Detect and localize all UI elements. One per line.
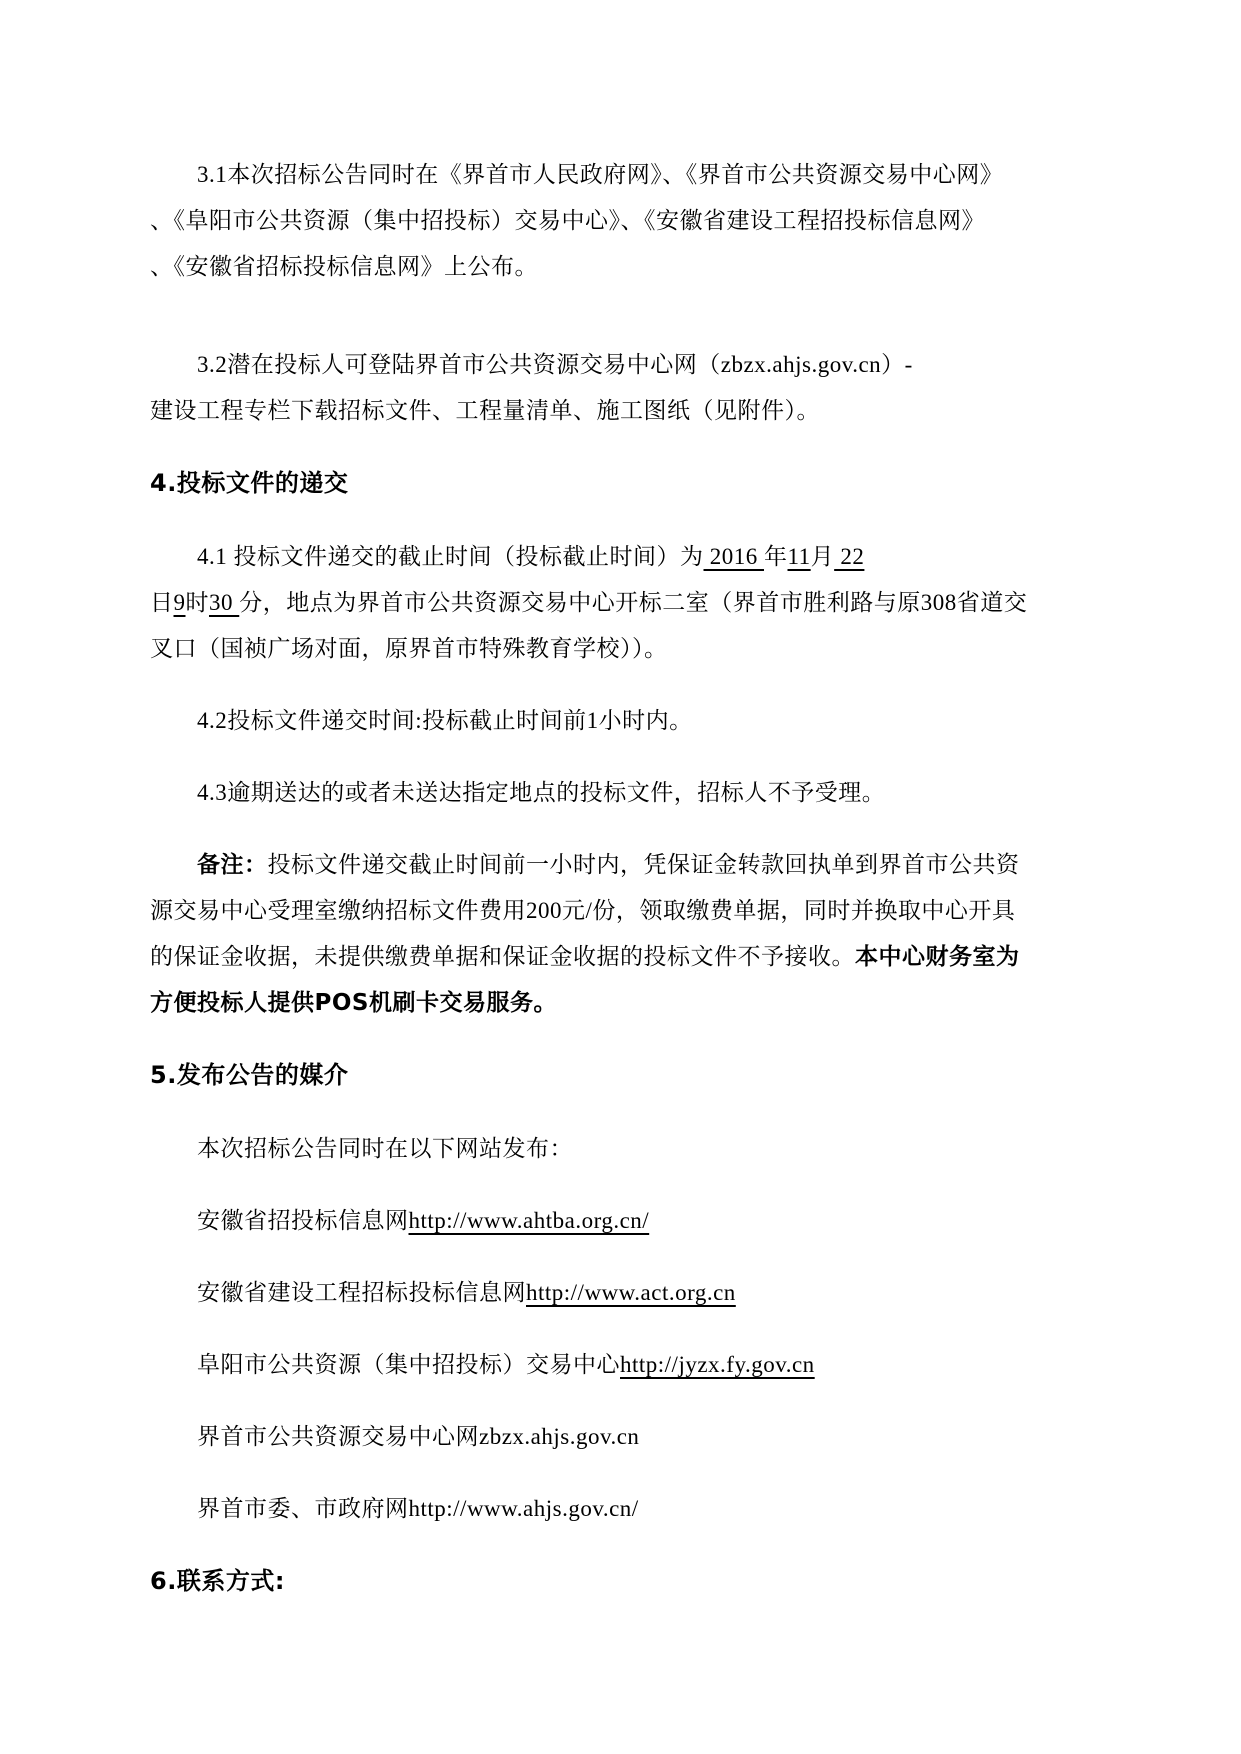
url-link[interactable]: http://www.act.org.cn — [526, 1280, 736, 1305]
doc-line — [150, 842, 1093, 888]
text-run: 6.联系方式: — [150, 1567, 285, 1595]
text-run: 4.2投标文件递交时间:投标截止时间前1小时内。 — [197, 708, 693, 733]
para-site-fuyang — [150, 1342, 1093, 1388]
text-run: 4.1 投标文件递交的截止时间（投标截止时间）为 — [197, 544, 704, 569]
text-run: 阜阳市公共资源（集中招投标）交易中心 — [197, 1352, 620, 1377]
text-run: 建设工程专栏下载招标文件、工程量清单、施工图纸（见附件）。 — [150, 398, 820, 423]
text-run: 本中心财务室为 — [855, 944, 1020, 970]
para-site-jieshou-trade-center — [150, 1414, 1093, 1460]
para-3-1-publish-sites — [150, 152, 1093, 290]
doc-line — [150, 534, 1093, 580]
text-run: 源交易中心受理室缴纳招标文件费用200元/份，领取缴费单据，同时并换取中心开具 — [150, 898, 1016, 923]
text-run: 界首市公共资源交易中心网zbzx.ahjs.gov.cn — [197, 1424, 640, 1449]
doc-line — [150, 580, 1093, 626]
doc-line — [150, 1486, 1093, 1532]
doc-line — [150, 698, 1093, 744]
text-run: 22 — [834, 544, 865, 569]
text-run: 分，地点为界首市公共资源交易中心开标二室（界首市胜利路与原308省道交 — [239, 590, 1028, 615]
text-run: 年 — [764, 544, 788, 569]
text-run: 安徽省招投标信息网 — [197, 1208, 409, 1233]
text-run: 月 — [810, 544, 835, 569]
para-3-2-download-info — [150, 342, 1093, 434]
doc-line — [150, 1126, 1093, 1172]
heading-5-announcement-media — [150, 1052, 1093, 1098]
heading-4-bid-submission — [150, 460, 1093, 506]
text-run: 界首市委、市政府网http://www.ahjs.gov.cn/ — [197, 1496, 639, 1521]
para-4-2-submission-time — [150, 698, 1093, 744]
text-run: 5.发布公告的媒介 — [150, 1061, 349, 1089]
doc-line — [150, 770, 1093, 816]
text-run: 4.投标文件的递交 — [150, 469, 349, 497]
text-run: 、《安徽省招标投标信息网》上公布。 — [150, 254, 538, 279]
para-site-jieshou-gov — [150, 1486, 1093, 1532]
text-run: 3.2潜在投标人可登陆界首市公共资源交易中心网（zbzx.ahjs.gov.cn）- — [197, 352, 913, 377]
doc-line — [150, 198, 1093, 244]
text-run: 4.3逾期送达的或者未送达指定地点的投标文件，招标人不予受理。 — [197, 780, 886, 805]
text-run: 投标文件递交截止时间前一小时内，凭保证金转款回执单到界首市公共资 — [267, 852, 1020, 877]
url-link[interactable]: http://jyzx.fy.gov.cn — [620, 1352, 815, 1377]
heading-6-contact — [150, 1558, 1093, 1604]
doc-line — [150, 1342, 1093, 1388]
para-site-ahtba — [150, 1198, 1093, 1244]
doc-line — [150, 152, 1093, 198]
para-4-3-late-delivery — [150, 770, 1093, 816]
text-run: 11 — [787, 544, 811, 569]
text-run: 备注： — [197, 852, 268, 878]
doc-line — [150, 626, 1093, 672]
doc-line — [150, 1052, 1093, 1098]
url-link[interactable]: http://www.ahtba.org.cn/ — [408, 1208, 650, 1233]
doc-line — [150, 460, 1093, 506]
doc-line — [150, 244, 1093, 290]
para-site-act — [150, 1270, 1093, 1316]
para-4-1-deadline — [150, 534, 1093, 672]
text-run: 9 — [173, 590, 186, 615]
text-run: 日 — [150, 590, 174, 615]
doc-line — [150, 388, 1093, 434]
doc-line — [150, 1414, 1093, 1460]
doc-line — [150, 1558, 1093, 1604]
para-note — [150, 842, 1093, 1026]
text-run: 3.1本次招标公告同时在《界首市人民政府网》、《界首市公共资源交易中心网》 — [197, 162, 1004, 187]
text-run: 安徽省建设工程招标投标信息网 — [197, 1280, 526, 1305]
text-run: 、《阜阳市公共资源（集中招投标）交易中心》、《安徽省建设工程招投标信息网》 — [150, 208, 985, 233]
text-run: 本次招标公告同时在以下网站发布： — [197, 1136, 573, 1161]
doc-line — [150, 1270, 1093, 1316]
text-run: 叉口（国祯广场对面，原界首市特殊教育学校））。 — [150, 636, 668, 661]
text-run: 方便投标人提供POS机刷卡交易服务。 — [150, 990, 557, 1016]
text-run: 30 — [209, 590, 240, 615]
para-media-intro — [150, 1126, 1093, 1172]
doc-line — [150, 888, 1093, 934]
text-run: 2016 — [703, 544, 764, 569]
text-run: 的保证金收据，未提供缴费单据和保证金收据的投标文件不予接收。 — [150, 944, 855, 969]
doc-line — [150, 980, 1093, 1026]
doc-line — [150, 1198, 1093, 1244]
text-run: 时 — [185, 590, 209, 615]
doc-line — [150, 934, 1093, 980]
doc-line — [150, 342, 1093, 388]
